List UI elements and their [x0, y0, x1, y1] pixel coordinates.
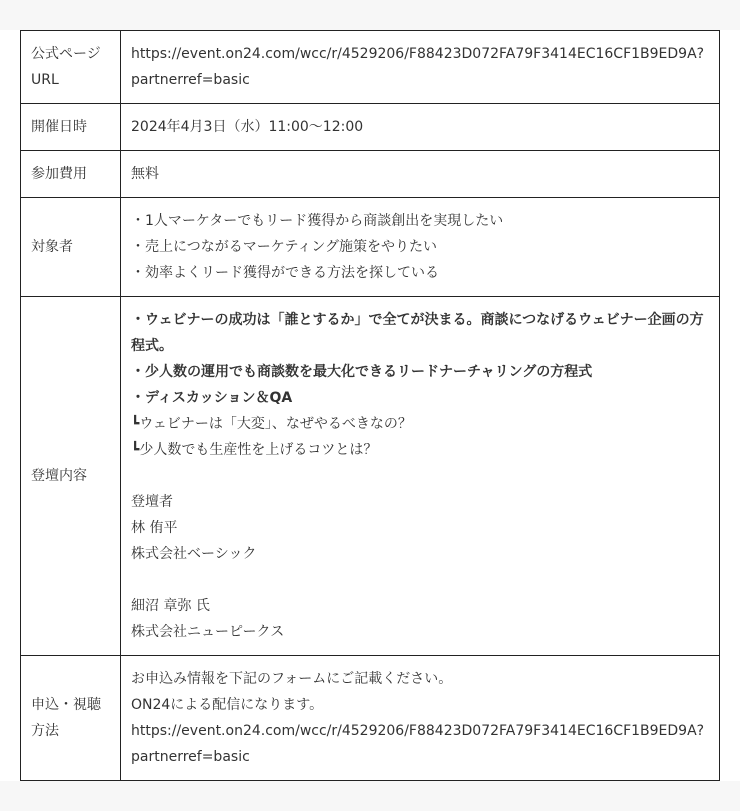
official-url-link[interactable]: https://event.on24.com/wcc/r/4529206/F88423D072FA79F3414EC16CF1B9ED9A?partnerref=basic: [131, 46, 705, 88]
target-item: ・売上につながるマーケティング施策をやりたい: [131, 239, 438, 255]
speakers-heading: 登壇者: [131, 494, 173, 510]
spacer: [131, 567, 709, 593]
apply-instruction: お申込み情報を下記のフォームにご記載ください。: [131, 671, 453, 687]
speaker-name: 林 侑平: [131, 520, 178, 536]
row-date: [21, 104, 720, 151]
speaker-name: 細沼 章弥 氏: [131, 598, 210, 614]
value-target: [121, 198, 720, 297]
value-fee: 無料: [121, 151, 720, 198]
value-content: [121, 297, 720, 656]
label-fee: 参加費用: [21, 151, 121, 198]
spacer: [131, 463, 709, 489]
agenda-item: ・ディスカッション＆QA: [131, 390, 293, 406]
row-fee: [21, 151, 720, 198]
event-info-table: [20, 30, 720, 781]
apply-url-link[interactable]: https://event.on24.com/wcc/r/4529206/F88423D072FA79F3414EC16CF1B9ED9A?partnerref=basic: [131, 723, 705, 765]
label-date: 開催日時: [21, 104, 121, 151]
agenda-item: ・ウェビナーの成功は「誰とするか」で全てが決まる。商談につなげるウェビナー企画の方程式。: [131, 312, 704, 354]
speaker-company: 株式会社ニューピークス: [131, 624, 285, 640]
row-target: [21, 198, 720, 297]
value-official-url: [121, 31, 720, 104]
value-date: 2024年4月3日（水）11:00〜12:00: [121, 104, 720, 151]
target-item: ・効率よくリード獲得ができる方法を探している: [131, 265, 439, 281]
row-official-url: [21, 31, 720, 104]
target-item: ・1人マーケターでもリード獲得から商談創出を実現したい: [131, 213, 504, 229]
value-apply: [121, 656, 720, 781]
agenda-item: ・少人数の運用でも商談数を最大化できるリードナーチャリングの方程式: [131, 364, 593, 380]
label-content: 登壇内容: [21, 297, 121, 656]
row-content: [21, 297, 720, 656]
label-apply: 申込・視聴方法: [21, 656, 121, 781]
page: [0, 30, 740, 781]
label-official-url: 公式ページURL: [21, 31, 121, 104]
apply-platform: ON24による配信になります。: [131, 697, 324, 713]
speaker-company: 株式会社ベーシック: [131, 546, 257, 562]
agenda-sub-item: ┗少人数でも生産性を上げるコツとは？: [131, 442, 378, 458]
label-target: 対象者: [21, 198, 121, 297]
agenda-sub-item: ┗ウェビナーは「大変」、なぜやるべきなの？: [131, 416, 412, 432]
row-apply: [21, 656, 720, 781]
